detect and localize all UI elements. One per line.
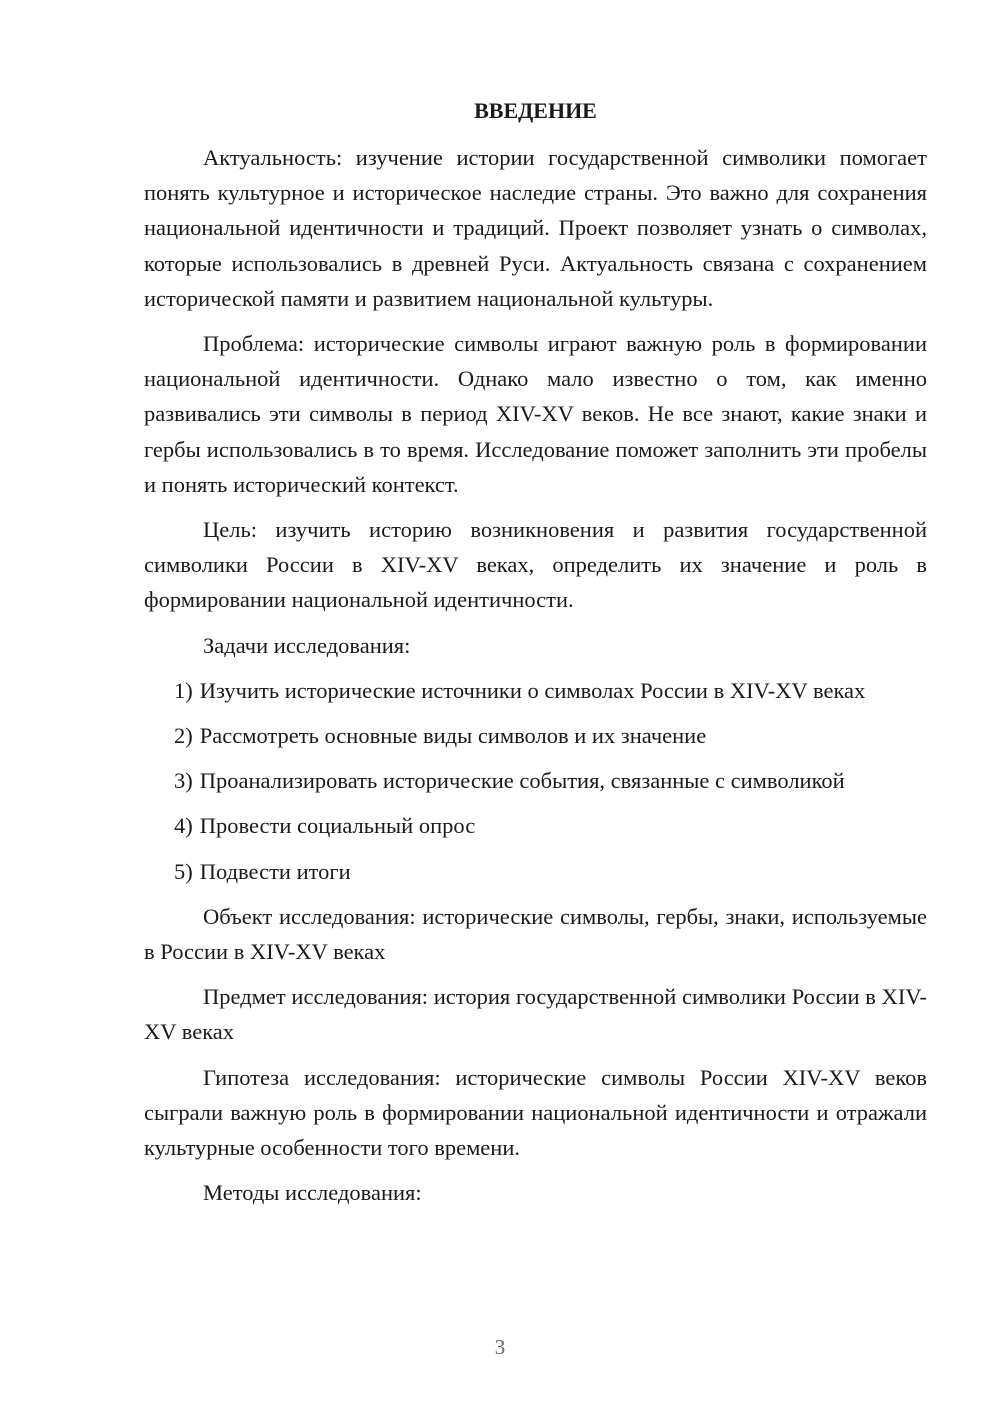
list-item-text: Подвести итоги xyxy=(199,858,351,884)
paragraph-hypothesis: Гипотеза исследования: исторические символы России XIV-XV веков сыграли важную роль в формировании национальной идентичности и отражали культурные особенности того времени. xyxy=(144,1064,927,1161)
paragraph-object: Объект исследования: исторические символы, гербы, знаки, используемые в России в XIV-XV веках xyxy=(144,903,927,965)
list-item xyxy=(144,808,927,843)
list-item-text: Проанализировать исторические события, связанные с символикой xyxy=(199,768,845,794)
list-item xyxy=(144,673,927,708)
list-item-number: 1) xyxy=(174,677,193,703)
paragraph-relevance: Актуальность: изучение истории государственной символики помогает понять культурное и историческое наследие страны. Это важно для сохранения национальной идентичности и традиций. Проект позволяет узнать о символах, которые использовались в древней Руси. Актуальность связана с сохранением исторической памяти и развитием национальной культуры. xyxy=(144,145,927,311)
list-item xyxy=(144,718,927,753)
list-item-number: 4) xyxy=(174,813,193,839)
page-number: 3 xyxy=(494,1335,506,1359)
paragraph-subject: Предмет исследования: история государственной символики России в XIV-XV веках xyxy=(144,984,927,1045)
list-item-text: Изучить исторические источники о символах России в XIV-XV веках xyxy=(199,677,866,703)
section-title: ВВЕДЕНИЕ xyxy=(474,98,597,123)
paragraph-goal: Цель: изучить историю возникновения и развития государственной символики России в XIV-XV веках, определить их значение и роль в формировании национальной идентичности. xyxy=(144,517,927,613)
list-item-number: 2) xyxy=(174,723,193,749)
list-item-number: 5) xyxy=(174,858,193,884)
list-item-text: Провести социальный опрос xyxy=(199,813,476,839)
list-item xyxy=(144,854,927,889)
list-item-text: Рассмотреть основные виды символов и их значение xyxy=(199,723,707,749)
tasks-heading: Задачи исследования: xyxy=(203,632,411,658)
document-page xyxy=(144,96,927,1220)
paragraph-methods: Методы исследования: xyxy=(203,1180,422,1206)
list-item xyxy=(144,763,927,798)
list-item-number: 3) xyxy=(174,768,193,794)
tasks-list xyxy=(144,673,927,889)
paragraph-problem: Проблема: исторические символы играют важную роль в формировании национальной идентичности. Однако мало известно о том, как именно развивались эти символы в период XIV-XV веков. Не все знают, какие знаки и гербы использовались в то время. Исследование поможет заполнить эти пробелы и понять исторический контекст. xyxy=(144,331,927,497)
